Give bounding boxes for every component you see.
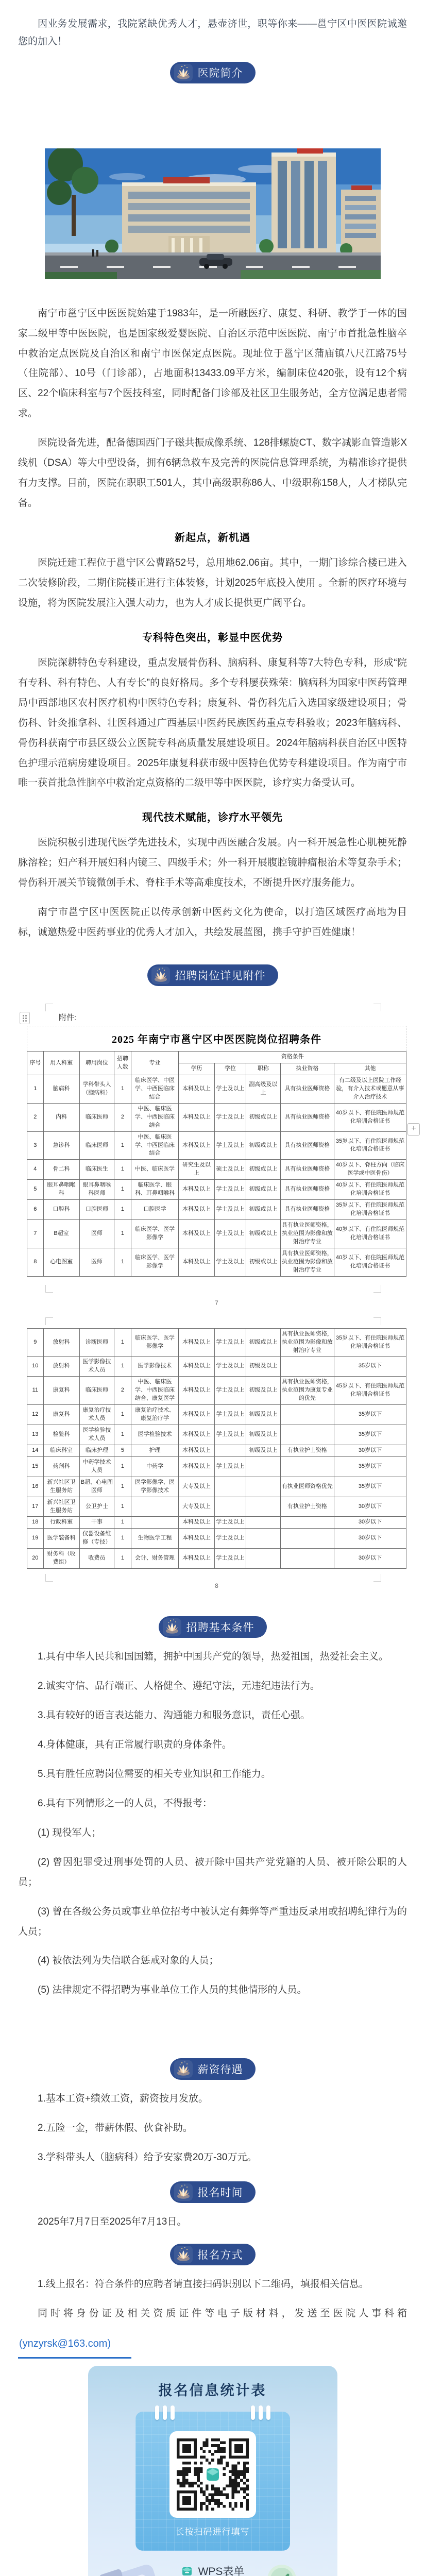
col-header: 招聘人数	[114, 1052, 131, 1075]
table-row: 8 心电图室 医师 1 临床医学、医学影像学 本科及以上 学士及以上 初级或以上 具有执业医师资格，执业范围为影像和放射治疗专业 40岁以下、有住院医师规范化培训合格证书	[27, 1248, 406, 1276]
new-start-paragraph: 医院迁建工程位于邕宁区公曹路52号，总用地62.06亩。其中，一期门诊综合楼已进入二次装修阶段，二期住院楼正进行主体装修，计划2025年底投入使用 。全新的医疗环境与设施，将为医院发展注入强大动力，也为人才成长提供更广阔平台。	[18, 557, 407, 608]
condition-item: 2.诚实守信、品行端正、人格健全、遵纪守法，无违纪违法行为。	[38, 1681, 320, 1692]
signup-card-title: 报名信息统计表	[158, 2382, 267, 2398]
intro-paragraph: 因业务发展需求，我院紧缺优秀人才，悬壶济世，职等你来——邕宁区中医医院诚邀您的加入！	[18, 19, 407, 47]
col-header: 序号	[27, 1052, 44, 1075]
heading-new-start: 新起点，新机遇	[175, 532, 250, 544]
page-break	[27, 1277, 406, 1328]
heading-specialty: 专科特色突出，彰显中医优势	[142, 632, 283, 643]
attachment-label: 附件:	[59, 1013, 77, 1023]
table-row: 10 放射科 医学影像技术人员 1 医学影像技术 本科及以上 学士及以上 初级及以上 35岁以下	[27, 1357, 406, 1377]
table-row: 6 口腔科 口腔医师 1 口腔医学 本科及以上 学士及以上 初级或以上 具有执业医师资格 35岁以下、有住院医师规范化培训合格证书	[27, 1200, 406, 1220]
table-row: 13 检验科 医学检验技术人员 1 医学检验技术 本科及以上 学士及以上 初级及以上 35岁以下	[27, 1425, 406, 1445]
col-header: 职称	[246, 1063, 280, 1075]
section-button-label: 报名时间	[197, 2187, 243, 2199]
wps-form-logo-icon	[181, 2565, 193, 2576]
hospital-photo	[45, 148, 381, 279]
table-row: 1 脑病科 学科带头人（脑病科） 1 临床医学、中医学、中西医临床结合 本科及以上 学士及以上 副高级及以上 具有执业医师资格 有二级及以上医院工作经验，有介入技术或愿意从事介入治疗技术	[27, 1075, 406, 1103]
technology-paragraph-2: 南宁市邕宁区中医医院正以传承创新中医药文化为使命，以打造区域医疗高地为目标，诚邀热爱中医药事业的优秀人才加入，共绘发展蓝图，携手守护百姓健康！	[18, 907, 407, 938]
table-title: 2025 年南宁市邕宁区中医医院岗位招聘条件	[27, 1026, 406, 1051]
page-number: 8	[215, 1582, 218, 1590]
condition-sub-item: (1) 现役军人；	[38, 1827, 101, 1838]
col-header: 聘用岗位	[79, 1052, 114, 1075]
recruitment-table-page2	[27, 1328, 406, 1569]
condition-sub-item: (2) 曾因犯罪受过刑事处罚的人员、被开除中国共产党党籍的人员、被开除公职的人员；	[18, 1856, 407, 1888]
table-row: 14 临床科室 临床护理 5 护理 本科及以上 初级及以上 有执业护士资格 30岁以下	[27, 1445, 406, 1456]
drag-handle-icon[interactable]	[20, 1012, 30, 1024]
heading-technology: 现代技术赋能，诊疗水平领先	[142, 812, 283, 824]
section-button-label: 医院简介	[197, 67, 243, 79]
specialty-paragraph: 医院深耕特色专科建设，重点发展骨伤科、脑病科、康复科等7大特色专科，形成“院有专科、科有特色、人有专长”的良好格局。多个专科屡获殊荣：脑病科为国家中医药管理局中西部地区农村医疗机构中医特色专科；康复科、骨伤科先后入选国家级建设项目；骨伤科、针灸推拿科、壮医科通过广西基层中医药民族医药重点专科验收；2023年脑病科、骨伤科获南宁市县区级公立医院专科高质量发展建设项目。2024年脑病科获自治区中医特色护理示范病房建设项目。2025年康复科获市级中医特色优势专科建设项目。作为南宁市唯一获首批急性脑卒中救治定点资格的二级甲等中医医院，诊疗实力备受认可。	[18, 657, 407, 789]
lotus-icon	[174, 2060, 193, 2078]
add-column-button[interactable]: +	[407, 1123, 420, 1136]
col-header: 学位	[214, 1063, 246, 1075]
salary-item: 3.学科带头人（脑病科）给予安家费20万-30万元。	[38, 2152, 257, 2163]
hospital-photo-illustration	[45, 148, 381, 279]
lotus-icon	[163, 1618, 181, 1636]
about-paragraph-2: 医院设备先进，配备德国西门子磁共振成像系统、128排螺旋CT、数字减影血管造影X线机（DSA）等大中型设备，拥有6辆急救车及完善的医院信息管理系统，为精准诊疗提供有力支撑。目前，医院在职职工501人，其中高级职称86人、中级职称158人，人才梯队完备。	[18, 437, 407, 509]
col-header: 专业	[131, 1052, 179, 1075]
email-link[interactable]: (ynzyrsk@163.com)	[18, 2333, 131, 2359]
col-header-group: 资格条件	[179, 1052, 406, 1063]
table-row: 2 内科 临床医师 2 中医、临床医学、中西医临床结合 本科及以上 学士及以上 初级或以上 具有执业医师资格 40岁以下、有住院医师规范化培训合格证书	[27, 1103, 406, 1131]
condition-sub-item: (5) 法律规定不得招聘为事业单位工作人员的其他情形的人员。	[38, 1985, 307, 1996]
col-header: 其他	[334, 1063, 406, 1075]
section-button-label: 薪资待遇	[197, 2064, 243, 2076]
table-row: 5 眼耳鼻咽喉科 眼耳鼻咽喉科医师 1 临床医学、眼科、耳鼻咽喉科 本科及以上 学士及以上 初级或以上 具有执业医师资格 40岁以下、有住院医师规范化培训合格证书	[27, 1180, 406, 1200]
binder-rings	[251, 2405, 270, 2420]
table-row: 19 医学装备科 仪器设备维修（专技） 1 生物医学工程 本科及以上 学士及以上 30岁以下	[27, 1529, 406, 1549]
wps-form-label: WPS表单	[198, 2565, 245, 2576]
table-row: 17 新兴社区卫生服务站 公卫护士 1 大专及以上 有执业护士资格 30岁以下	[27, 1497, 406, 1517]
lotus-icon	[174, 2183, 193, 2201]
lotus-icon	[174, 2246, 193, 2263]
qr-caption: 长按扫码进行填写	[175, 2527, 250, 2537]
condition-sub-item: (3) 曾在各级公务员或事业单位招考中被认定有舞弊等严重违反录用或招聘纪律行为的人员；	[18, 1906, 407, 1937]
section-button-method[interactable]	[170, 2244, 256, 2265]
condition-item: 6.具有下列情形之一的人员，不得报考：	[38, 1798, 212, 1809]
condition-sub-item: (4) 被依法列为失信联合惩戒对象的人员；	[38, 1955, 219, 1967]
section-button-hospital-intro[interactable]	[170, 62, 256, 83]
section-button-label: 报名方式	[197, 2249, 243, 2262]
recruitment-table-page1	[27, 1051, 406, 1277]
section-button-time[interactable]	[170, 2181, 256, 2203]
method-paragraph-1: 1.线上报名：符合条件的应聘者请直接扫码识别以下二维码，填报相关信息。	[38, 2279, 369, 2290]
section-button-conditions[interactable]	[159, 1616, 267, 1638]
about-paragraph-1: 南宁市邕宁区中医医院始建于1983年，是一所融医疗、康复、科研、教学于一体的国家二级甲等中医医院，也是国家级爱婴医院、自治区示范中医医院、南宁市首批急性脑卒中救治定点医院及自治区和南宁市医保定点医院。现址位于邕宁区蒲庙镇八尺江路75号（住院部）、10号（门诊部），占地面积13433.09平方米，编制床位420张，设有12个病区、22个临床科室与7个医技科室，同时配备门诊部及社区卫生服务站，全方位满足患者需求。	[18, 308, 407, 419]
wps-form-footer	[88, 2563, 337, 2576]
col-header: 执业资格	[280, 1063, 334, 1075]
table-row: 7 B超室 医师 1 临床医学、医学影像学 本科及以上 学士及以上 初级或以上 具有执业医师资格，执业范围为影像和放射治疗专业 40岁以下、有住院医师规范化培训合格证书	[27, 1220, 406, 1248]
condition-item: 5.具有胜任应聘岗位需要的相关专业知识和工作能力。	[38, 1768, 271, 1780]
section-button-positions[interactable]	[147, 964, 278, 986]
salary-item: 2.五险一金，带薪休假、伙食补助。	[38, 2123, 193, 2134]
lotus-icon	[151, 967, 170, 984]
table-row: 3 急诊科 临床医师 1 中医、临床医学、中西医临床结合 本科及以上 学士及以上 初级或以上 具有执业医师资格 35岁以下、有住院医师规范化培训合格证书	[27, 1131, 406, 1160]
section-button-label: 招聘基本条件	[186, 1622, 254, 1634]
table-row: 16 新兴社区卫生服务站 B超、心电图医师 1 医学影像学、医学影像技术 大专及以上 有执业医师资格优先 35岁以下	[27, 1477, 406, 1497]
table-header-row	[27, 1052, 406, 1063]
table-row: 15 药剂科 中药学技术人员 1 中药学 本科及以上 学士及以上 35岁以下	[27, 1456, 406, 1477]
section-button-salary[interactable]	[170, 2058, 256, 2080]
table-row: 9 放射科 诊断医师 1 临床医学、医学影像学 本科及以上 学士及以上 初级或以上 具有执业医师资格，执业范围为影像和放射治疗专业 35岁以下、有住院医师规范化培训合格证书	[27, 1328, 406, 1357]
section-button-label: 招聘岗位详见附件	[175, 970, 266, 982]
page-number: 7	[215, 1299, 218, 1307]
calendar-illustration	[135, 2412, 290, 2551]
signup-date: 2025年7月7日至2025年7月13日。	[38, 2216, 187, 2228]
attachment-document	[27, 1004, 416, 1599]
table-row: 11 康复科 临床医师 2 中医、临床医学、中西医临床结合、康复医学 本科及以上 学士及以上 初级及以上 具有执业医师资格，执业范围为康复专业的优先 45岁以下、有住院医师规范化培训合格证书	[27, 1377, 406, 1405]
table-row: 18 行政科室 干事 1 本科及以上 学士及以上 30岁以下	[27, 1517, 406, 1529]
table-row: 4 骨二科 临床医生 1 中医、临床医学 研究生及以上 硕士及以上 初级或以上 具有执业医师资格 40岁以下、脊柱方向（临床医学或中医骨伤）	[27, 1160, 406, 1180]
technology-paragraph-1: 医院积极引进现代医学先进技术，实现中西医融合发展。内一科开展急性心肌梗死静脉溶栓；妇产科开展妇科内镜三、四级手术；外一科开展腹腔镜肿瘤根治术等复杂手术；骨伤科开展关节镜微创手术、脊柱手术等高难度技术，不断提升医疗服务能力。	[18, 837, 407, 889]
table-row: 12 康复科 康复治疗技术人员 1 康复治疗技术、康复治疗学 本科及以上 学士及以上 初级及以上 35岁以下	[27, 1405, 406, 1425]
email-line	[18, 2333, 407, 2359]
col-header: 学历	[179, 1063, 214, 1075]
condition-item: 3.具有较好的语言表达能力、沟通能力和服务意识，责任心强。	[38, 1710, 310, 1721]
table-row: 20 财务科（收费组） 收费员 1 会计、财务管理 本科及以上 学士及以上 30岁以下	[27, 1549, 406, 1569]
qr-code[interactable]	[169, 2431, 256, 2518]
condition-item: 4.身体健康，具有正常履行职责的身体条件。	[38, 1739, 232, 1750]
col-header: 用人科室	[43, 1052, 79, 1075]
condition-item: 1.具有中华人民共和国国籍，拥护中国共产党的领导，热爱祖国，热爱社会主义。	[38, 1651, 388, 1663]
lotus-icon	[174, 64, 193, 81]
page-break	[27, 1569, 406, 1599]
binder-rings	[155, 2405, 175, 2420]
salary-item: 1.基本工资+绩效工资，薪资按月发放。	[38, 2093, 208, 2105]
article-page	[0, 15, 425, 2576]
signup-card	[88, 2366, 337, 2576]
method-paragraph-2: 同时将身份证及相关资质证件等电子版材料，发送至医院人事科箱	[38, 2308, 407, 2319]
